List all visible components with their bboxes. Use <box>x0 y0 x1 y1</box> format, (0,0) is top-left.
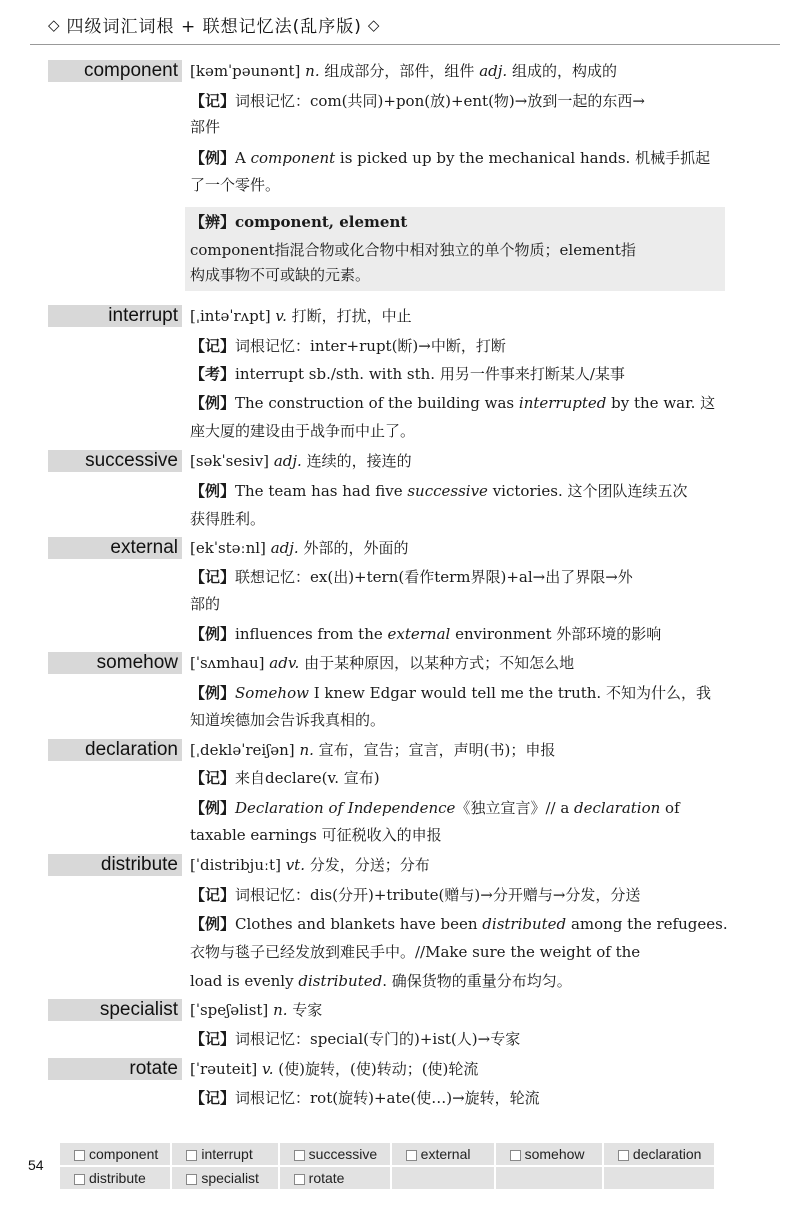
example: 【例】Somehow I knew Edgar would tell me the truth. 不知为什么，我 <box>190 684 711 702</box>
meaning: 组成部分，部件，组件 <box>324 62 475 80</box>
definition-line: [ˈdistribjuːt] vt. 分发，分送；分布 <box>190 856 430 874</box>
checkbox-icon <box>406 1150 417 1161</box>
checkbox-icon <box>74 1174 85 1185</box>
checkbox-icon <box>294 1174 305 1185</box>
distinction-text: component指混合物或化合物中相对独立的单个物质；element指 <box>190 241 636 259</box>
example: 【例】The team has had five successive victories. 这个团队连续五次 <box>190 482 688 500</box>
checklist-item[interactable]: external <box>391 1142 495 1166</box>
diamond-icon: ◇ <box>367 15 381 34</box>
memory-note: 【记】词根记忆：rot(旋转)+ate(使…)→旋转，轮流 <box>190 1089 540 1107</box>
checklist-item-empty <box>495 1166 603 1190</box>
memory-note: 【记】词根记忆：special(专门的)+ist(人)→专家 <box>190 1030 521 1048</box>
checklist-item[interactable]: distribute <box>59 1166 171 1190</box>
checkbox-icon <box>510 1150 521 1161</box>
distinction-text: 构成事物不可或缺的元素。 <box>190 266 371 284</box>
example-cont: 获得胜利。 <box>190 510 266 528</box>
example-cont: load is evenly distributed. 确保货物的重量分布均匀。 <box>190 972 572 990</box>
definition-line: [ˌdekləˈreiʃən] n. 宣布，宣告；宣言，声明(书)；申报 <box>190 741 556 759</box>
exam-note: 【考】interrupt sb./sth. with sth. 用另一件事来打断某人/某事 <box>190 365 625 383</box>
checklist-item-empty <box>603 1166 715 1190</box>
meaning: 组成的，构成的 <box>511 62 617 80</box>
checkbox-icon <box>74 1150 85 1161</box>
memory-note: 【记】词根记忆：com(共同)+pon(放)+ent(物)→放到一起的东西→ <box>190 92 645 110</box>
example-cont: 知道埃德加会告诉我真相的。 <box>190 711 386 729</box>
distinction-title: 【辨】component, element <box>190 213 408 231</box>
headword: external <box>48 537 182 559</box>
example: 【例】The construction of the building was interrupted by the war. 这 <box>190 394 716 412</box>
headword: successive <box>48 450 182 472</box>
definition-line <box>190 60 617 82</box>
memory-note: 【记】词根记忆：inter+rupt(断)→中断，打断 <box>190 337 506 355</box>
definition-line: [ˈspeʃəlist] n. 专家 <box>190 1001 323 1019</box>
definition-line: [ekˈstəːnl] adj. 外部的，外面的 <box>190 539 409 557</box>
example: 【例】Clothes and blankets have been distributed among the refugees. <box>190 915 728 933</box>
definition-line: [ˈsʌmhau] adv. 由于某种原因，以某种方式；不知怎么地 <box>190 654 575 672</box>
example-cont: 衣物与毯子已经发放到难民手中。//Make sure the weight of the <box>190 943 641 961</box>
example-cont: taxable earnings 可征税收入的申报 <box>190 826 442 844</box>
checklist-item[interactable]: declaration <box>603 1142 715 1166</box>
page-number: 54 <box>28 1157 44 1173</box>
headword: declaration <box>48 739 182 761</box>
example: 【例】Declaration of Independence《独立宣言》// a declaration of <box>190 799 680 817</box>
checklist-item[interactable]: interrupt <box>171 1142 278 1166</box>
memory-note-cont: 部件 <box>190 118 221 136</box>
checklist-item[interactable]: somehow <box>495 1142 603 1166</box>
definition-line: [səkˈsesiv] adj. 连续的，接连的 <box>190 452 412 470</box>
part-of-speech: adj. <box>479 62 508 80</box>
memory-note: 【记】来自declare(v. 宣布) <box>190 769 380 787</box>
part-of-speech: n. <box>305 62 320 80</box>
headword: rotate <box>48 1058 182 1080</box>
example: 【例】A component is picked up by the mechanical hands. 机械手抓起 <box>190 149 711 167</box>
checklist-item-empty <box>391 1166 495 1190</box>
checkbox-icon <box>186 1150 197 1161</box>
checkbox-icon <box>186 1174 197 1185</box>
page-header <box>48 12 380 37</box>
example-cont: 座大厦的建设由于战争而中止了。 <box>190 422 416 440</box>
headword: component <box>48 60 182 82</box>
checklist-item[interactable]: specialist <box>171 1166 278 1190</box>
review-checklist <box>58 1141 716 1191</box>
example: 【例】influences from the external environment 外部环境的影响 <box>190 625 662 643</box>
definition-line: [ˌintəˈrʌpt] v. 打断，打扰，中止 <box>190 307 412 325</box>
memory-note-cont: 部的 <box>190 595 221 613</box>
headword: somehow <box>48 652 182 674</box>
definition-line: [ˈrəuteit] v. (使)旋转，(使)转动；(使)轮流 <box>190 1060 479 1078</box>
diamond-icon: ◇ <box>48 15 61 34</box>
phonetic: [kəmˈpəunənt] <box>190 62 301 80</box>
checklist-row <box>59 1142 715 1166</box>
checklist-row <box>59 1166 715 1190</box>
checklist-item[interactable]: rotate <box>279 1166 391 1190</box>
memory-note: 【记】联想记忆：ex(出)+tern(看作term界限)+al→出了界限→外 <box>190 568 633 586</box>
checklist-item[interactable]: successive <box>279 1142 391 1166</box>
headword: interrupt <box>48 305 182 327</box>
checkbox-icon <box>618 1150 629 1161</box>
page-title: 四级词汇词根 + 联想记忆法(乱序版) <box>66 17 362 37</box>
memory-note: 【记】词根记忆：dis(分开)+tribute(赠与)→分开赠与→分发，分送 <box>190 886 641 904</box>
example-cont: 了一个零件。 <box>190 176 281 194</box>
checkbox-icon <box>294 1150 305 1161</box>
headword: specialist <box>48 999 182 1021</box>
headword: distribute <box>48 854 182 876</box>
header-divider <box>30 44 780 45</box>
checklist-item[interactable]: component <box>59 1142 171 1166</box>
